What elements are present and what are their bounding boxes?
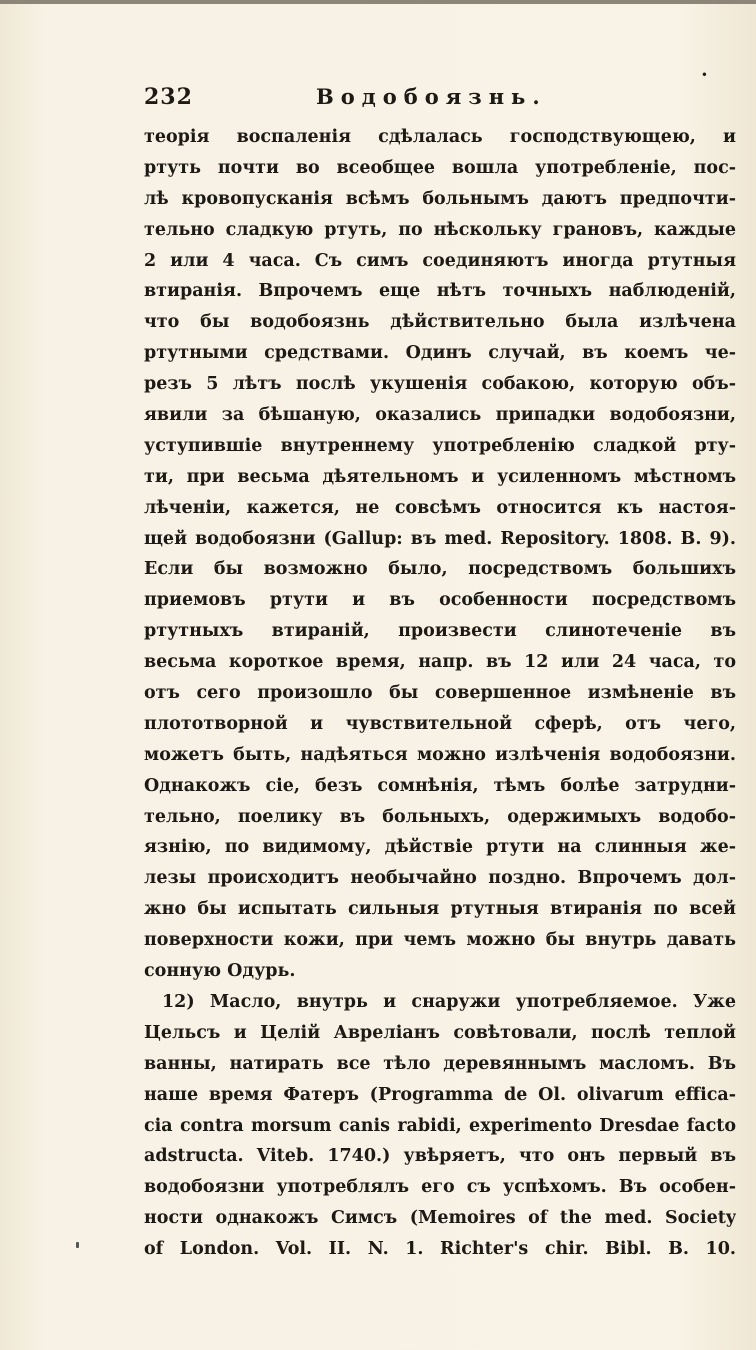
text-line: жно бы испытать сильныя ртутныя втиранія по всей bbox=[144, 899, 736, 920]
text-line: ртутными средствами. Одинъ случай, въ коемъ че- bbox=[144, 343, 736, 364]
text-line: наше время Фатеръ (Programma de Ol. olivarum effica- bbox=[144, 1084, 736, 1105]
text-line: adstructa. Viteb. 1740.) увѣряетъ, что онъ первый въ bbox=[144, 1146, 736, 1167]
paragraph-last-line: сонную Одурь. bbox=[144, 961, 296, 982]
text-line: тельно, поелику въ больныхъ, одержимыхъ водобо- bbox=[144, 806, 736, 827]
text-line: теорія воспаленія сдѣлалась господствующею, и bbox=[144, 127, 736, 147]
text-line: cia contra morsum canis rabidi, experimento Dresdae facto bbox=[144, 1115, 736, 1136]
text-line: тельно сладкую ртуть, по нѣскольку грановъ, каждые bbox=[144, 219, 736, 240]
text-line: весьма короткое время, напр. въ 12 или 24 часа, то bbox=[144, 652, 736, 673]
text-line: уступившіе внутреннему употребленію сладкой рту- bbox=[144, 435, 736, 456]
text-line: 2 или 4 часа. Съ симъ соединяютъ иногда ртутныя bbox=[144, 250, 736, 271]
header-mark: • bbox=[700, 68, 708, 82]
text-line: of London. Vol. II. N. 1. Richter's chir. Bibl. B. 10. bbox=[144, 1239, 736, 1260]
text-line: явили за бѣшаную, оказались припадки водобоязни, bbox=[144, 405, 736, 426]
text-line: ртутныхъ втираній, произвести слинотеченіе въ bbox=[144, 621, 736, 642]
text-line: Однакожъ сіе, безъ сомнѣнія, тѣмъ болѣе затрудни- bbox=[144, 775, 736, 796]
page-top-edge bbox=[0, 0, 756, 4]
text-line: ности однакожъ Симсъ (Memoires of the med. Society bbox=[144, 1208, 736, 1229]
text-line: Цельсъ и Целій Авреліанъ совѣтовали, послѣ теплой bbox=[144, 1022, 736, 1043]
text-line: водобоязни употреблялъ его съ успѣхомъ. Въ особен- bbox=[144, 1177, 736, 1198]
text-line: плототворной и чувствительной сферѣ, отъ чего, bbox=[144, 713, 736, 734]
text-line: ртуть почти во всеобщее вошла употребленіе, пос- bbox=[144, 157, 736, 178]
text-line: щей водобоязни (Gallup: въ med. Repository. 1808. B. 9). bbox=[144, 528, 736, 549]
text-line: приемовъ ртути и въ особенности посредствомъ bbox=[144, 590, 736, 611]
margin-ink-mark bbox=[76, 1242, 79, 1248]
running-title: Водобоязнь. bbox=[316, 84, 547, 109]
text-line: резъ 5 лѣтъ послѣ укушенія собакою, которую объ- bbox=[144, 374, 736, 395]
text-line: что бы водобоязнь дѣйствительно была излѣчена bbox=[144, 312, 736, 333]
text-line: лезы происходитъ необычайно поздно. Впрочемъ дол- bbox=[144, 868, 736, 889]
text-line: поверхности кожи, при чемъ можно бы внутрь давать bbox=[144, 930, 736, 951]
text-line: ванны, натирать все тѣло деревяннымъ масломъ. Въ bbox=[144, 1053, 736, 1074]
page-number: 232 bbox=[144, 84, 193, 110]
text-line: лѣченіи, кажется, не совсѣмъ относится къ настоя- bbox=[144, 497, 736, 518]
text-line: лѣ кровопусканія всѣмъ больнымъ даютъ предпочти- bbox=[144, 188, 736, 209]
text-line: ти, при весьма дѣятельномъ и усиленномъ мѣстномъ bbox=[144, 466, 736, 487]
text-line: Если бы возможно было, посредствомъ большихъ bbox=[144, 559, 736, 580]
numbered-paragraph-start: 12) Масло, внутрь и снаружи употребляемое. Уже bbox=[162, 991, 736, 1012]
text-line: можетъ быть, надѣяться можно излѣченія водобоязни. bbox=[144, 744, 736, 765]
page-header bbox=[144, 68, 736, 112]
body-text bbox=[144, 122, 736, 1265]
text-line: отъ сего произошло бы совершенное измѣненіе въ bbox=[144, 683, 736, 704]
text-line: втиранія. Впрочемъ еще нѣтъ точныхъ наблюденій, bbox=[144, 281, 736, 302]
text-line: язнію, по видимому, дѣйствіе ртути на слинныя же- bbox=[144, 837, 736, 858]
